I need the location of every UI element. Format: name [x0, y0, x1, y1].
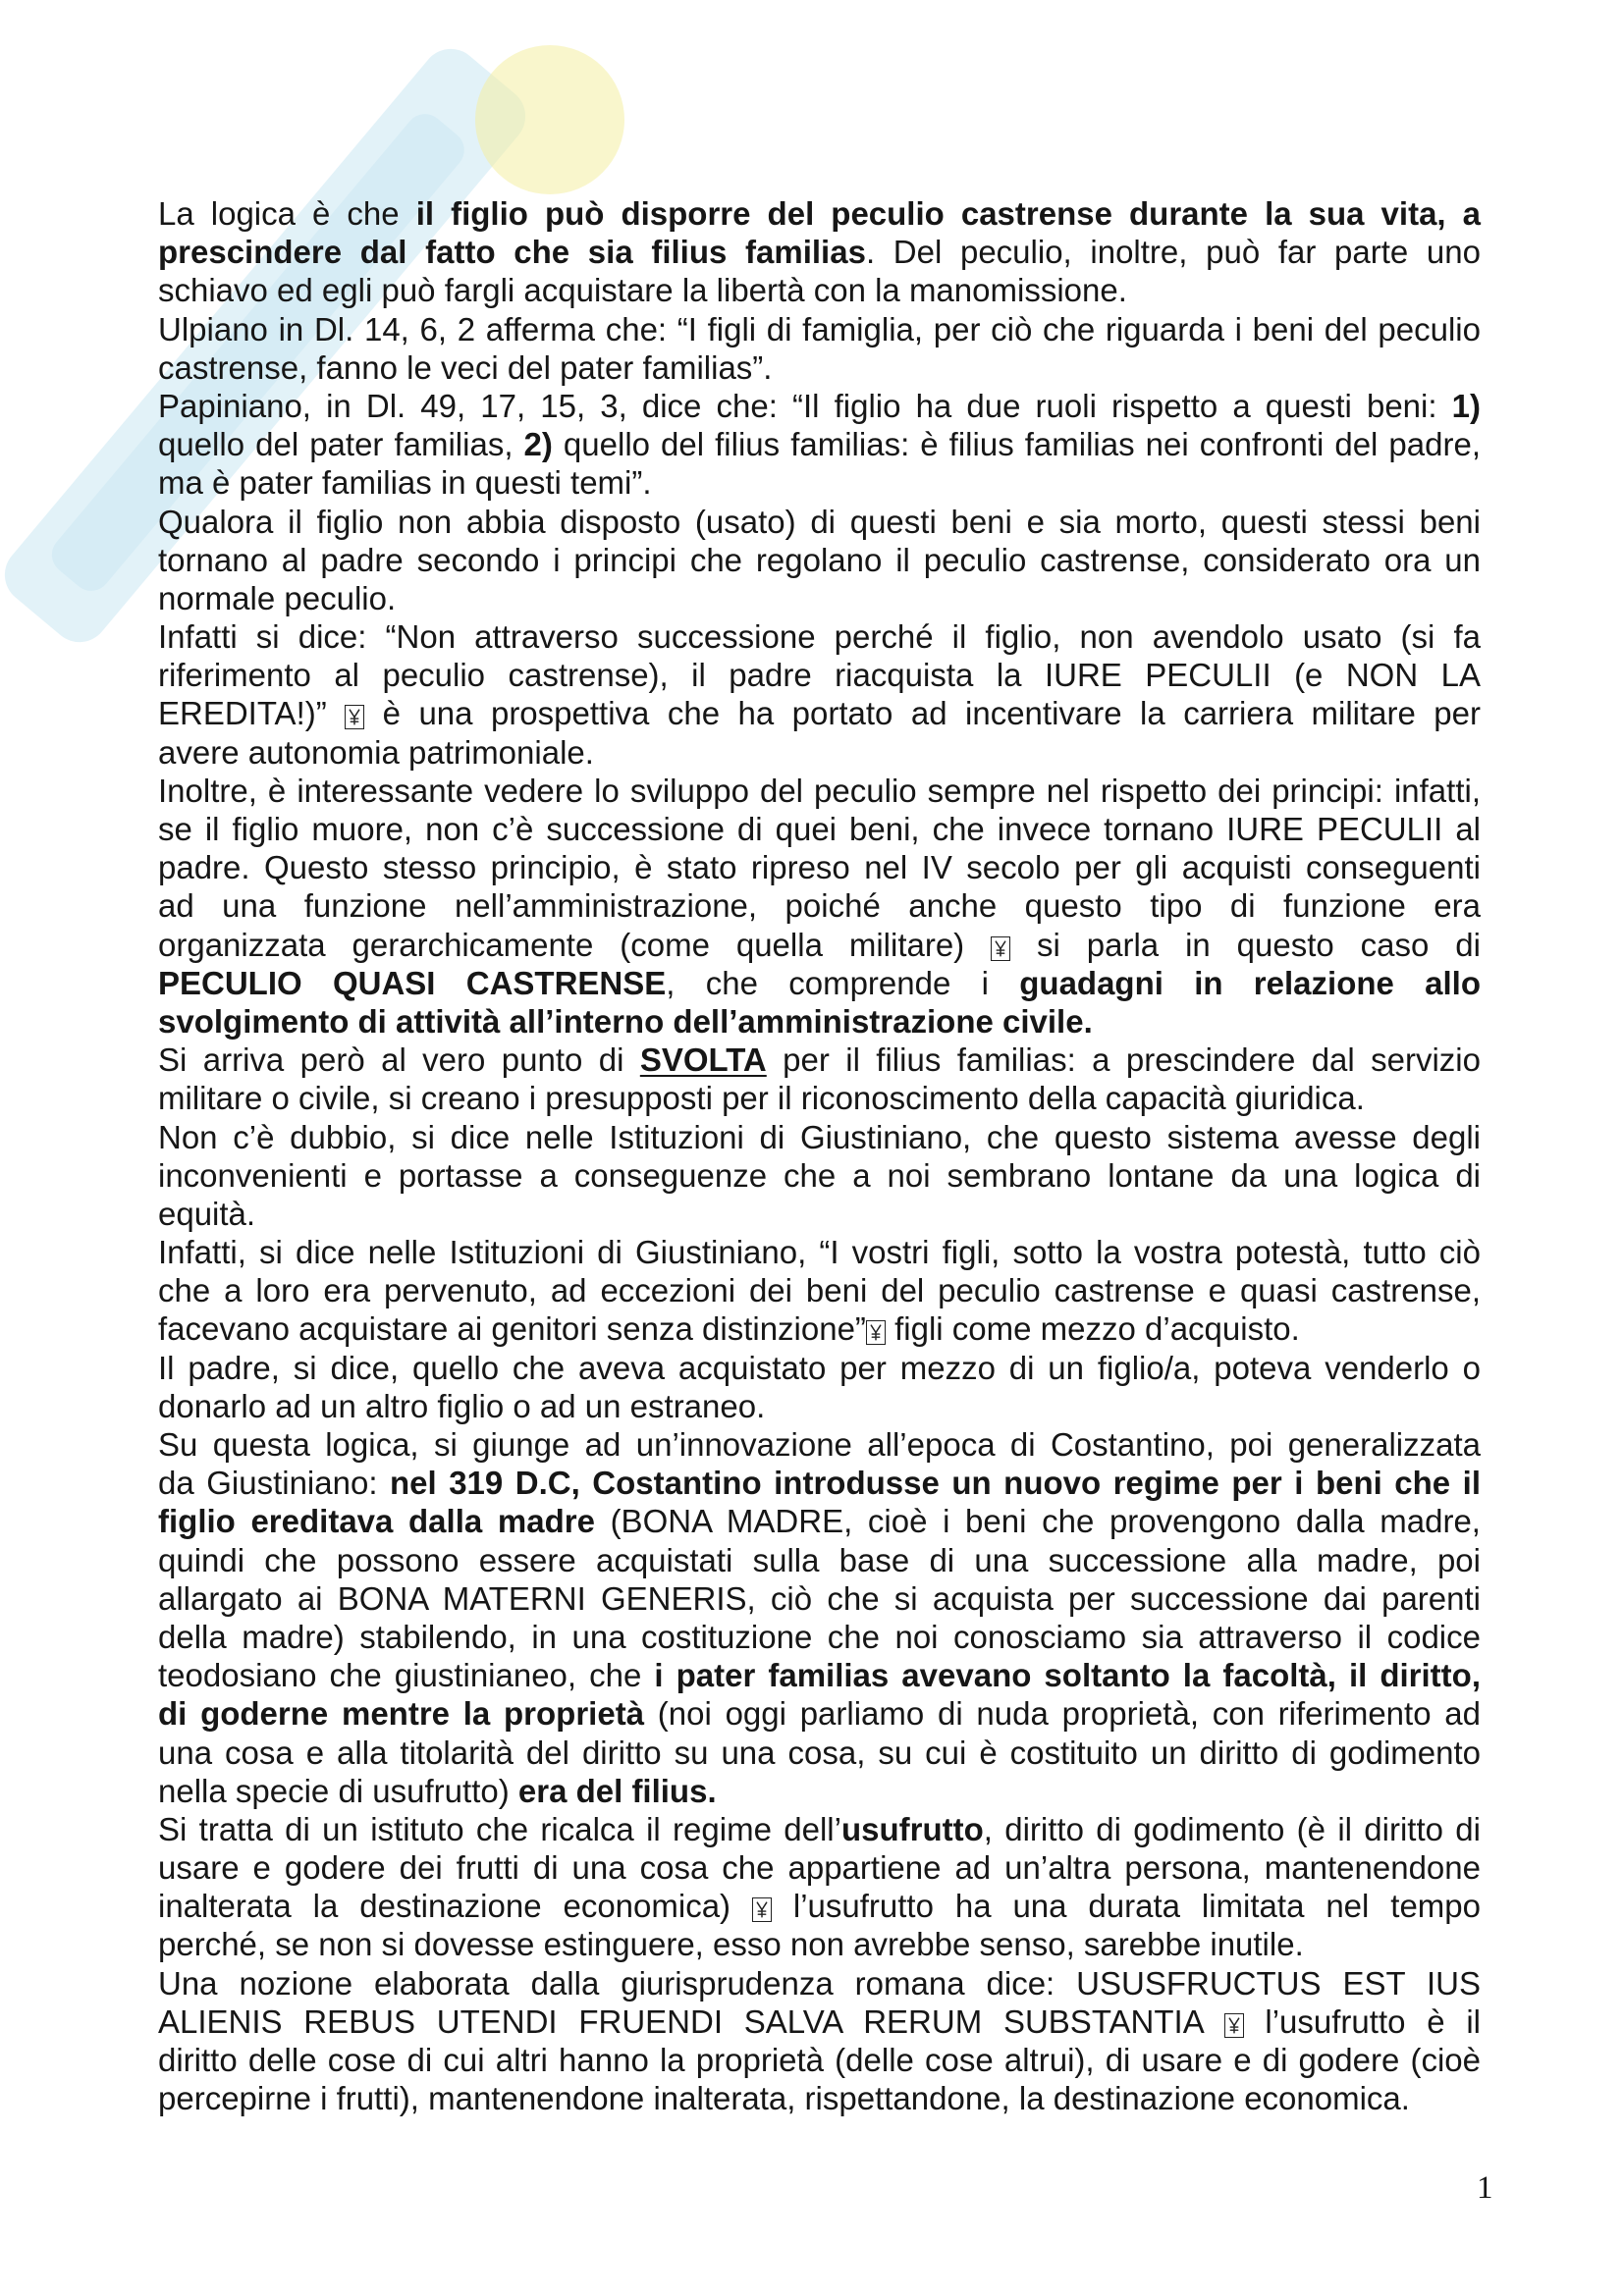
text-run: , che comprende i	[666, 964, 1020, 1001]
text-run: teodosiano che giustinianeo, che	[158, 1657, 655, 1694]
text-run: Si tratta di un istituto che ricalca il regime dell’	[158, 1810, 841, 1847]
text-run: nella specie di usufrutto)	[158, 1772, 518, 1809]
text-run: schiavo ed egli può fargli acquistare la libertà con la manomissione.	[158, 272, 1127, 309]
paragraph	[158, 1349, 1481, 1425]
bold-text: di goderne mentre la proprietà	[158, 1695, 645, 1733]
text-line	[158, 387, 1481, 425]
bold-text: svolgimento di attività all’interno dell’amministrazione civile.	[158, 1002, 1093, 1040]
text-line	[158, 1002, 1481, 1041]
text-run: EREDITA!)”	[158, 695, 346, 732]
text-run: si parla in questo caso di	[1010, 926, 1481, 963]
text-run: Ulpiano in Dl. 14, 6, 2 afferma che: “I figli di famiglia, per ciò che riguarda i beni del peculio	[158, 310, 1481, 347]
text-run: da Giustiniano:	[158, 1465, 391, 1502]
text-run: Inoltre, è interessante vedere lo sviluppo del peculio sempre nel rispetto dei principi: infatti,	[158, 772, 1481, 809]
watermark-circle	[475, 45, 624, 194]
bold-text: nel 319 D.C, Costantino introdusse un nuovo regime per i beni che il	[390, 1465, 1482, 1502]
text-run: riferimento al peculio castrense), il padre riacquista la IURE PECULII (e NON LA	[158, 657, 1481, 694]
text-run: ma è pater familias in questi temi”.	[158, 464, 652, 502]
text-line	[158, 503, 1481, 541]
text-run: castrense, fanno le veci del pater familias”.	[158, 348, 773, 386]
text-line	[158, 848, 1481, 886]
paragraph	[158, 1964, 1481, 2118]
bold-text: i pater familias avevano soltanto la facoltà, il diritto,	[654, 1657, 1481, 1694]
text-line	[158, 1309, 1481, 1348]
text-run: quello del pater familias,	[158, 426, 524, 463]
underlined-bold-text: SVOLTA	[639, 1041, 767, 1079]
text-run: è una prospettiva che ha portato ad incentivare la carriera militare per	[364, 695, 1482, 732]
text-run: perché, se non si dovesse estinguere, esso non avrebbe senso, sarebbe inutile.	[158, 1926, 1304, 1963]
text-line	[158, 1810, 1481, 1848]
text-run: (noi oggi parliamo di nuda proprietà, con riferimento ad	[644, 1695, 1481, 1733]
text-line	[158, 1464, 1481, 1502]
text-line	[158, 348, 1481, 387]
text-line	[158, 579, 1481, 617]
text-run: normale peculio.	[158, 579, 397, 616]
paragraph	[158, 1233, 1481, 1349]
text-line	[158, 1656, 1481, 1694]
text-run: Si arriva però al vero punto di	[158, 1041, 640, 1079]
text-run: Infatti, si dice nelle Istituzioni di Giustiniano, “I vostri figli, sotto la vostra potestà, tutto ciò	[158, 1234, 1481, 1271]
text-line	[158, 694, 1481, 732]
text-run: Infatti si dice: “Non attraverso successione perché il figlio, non avendolo usato (si fa	[158, 618, 1481, 656]
bold-text: era del filius.	[517, 1772, 717, 1809]
bold-text: 2)	[523, 426, 553, 463]
missing-glyph-icon	[345, 705, 364, 729]
text-run: (BONA MADRE, cioè i beni che provengono dalla madre,	[594, 1503, 1481, 1540]
paragraph	[158, 503, 1481, 618]
text-line	[158, 1425, 1481, 1464]
text-line	[158, 1694, 1481, 1733]
text-line	[158, 1079, 1481, 1117]
text-line	[158, 1734, 1481, 1772]
text-run: ad una funzione nell’amministrazione, poiché anche questo tipo di funzione era	[158, 887, 1481, 925]
text-line	[158, 1541, 1481, 1579]
text-line	[158, 810, 1481, 848]
text-line	[158, 1156, 1481, 1195]
text-line	[158, 1579, 1481, 1618]
text-run: che a loro era pervenuto, ad eccezioni dei beni del peculio castrense e quasi castrense,	[158, 1272, 1481, 1309]
text-run: equità.	[158, 1195, 256, 1232]
paragraph	[158, 310, 1481, 387]
text-run: quello del filius familias: è filius familias nei confronti del padre,	[552, 426, 1482, 463]
paragraph	[158, 1810, 1481, 1964]
text-line	[158, 233, 1481, 271]
text-run: organizzata gerarchicamente (come quella militare)	[158, 926, 992, 963]
text-line	[158, 1118, 1481, 1156]
text-line	[158, 1271, 1481, 1309]
text-line	[158, 1349, 1481, 1387]
missing-glyph-icon	[752, 1897, 772, 1922]
text-run: una cosa e alla titolarità del diritto su una cosa, su cui è costituito un diritto di godimento	[158, 1734, 1481, 1771]
paragraph	[158, 194, 1481, 310]
paragraph	[158, 772, 1481, 1041]
text-run: , diritto di godimento (è il diritto di	[983, 1810, 1481, 1847]
text-run: padre. Questo stesso principio, è stato ripreso nel IV secolo per gli acquisti conseguenti	[158, 849, 1481, 886]
bold-text: figlio ereditava dalla madre	[158, 1503, 595, 1540]
text-run: figli come mezzo d’acquisto.	[885, 1310, 1300, 1348]
text-line	[158, 772, 1481, 810]
text-line	[158, 733, 1481, 772]
text-line	[158, 2079, 1481, 2117]
text-line	[158, 2002, 1481, 2041]
text-line	[158, 1887, 1481, 1925]
text-line	[158, 1195, 1481, 1233]
text-run: tornano al padre secondo i principi che regolano il peculio castrense, considerato ora un	[158, 541, 1481, 578]
text-run: per il filius familias: a prescindere dal servizio	[766, 1041, 1481, 1079]
text-run: Papiniano, in Dl. 49, 17, 15, 3, dice che: “Il figlio ha due ruoli rispetto a questi beni:	[158, 387, 1452, 424]
text-run: l’usufrutto ha una durata limitata nel tempo	[771, 1888, 1481, 1925]
text-line	[158, 1618, 1481, 1656]
missing-glyph-icon	[991, 936, 1010, 961]
text-line	[158, 541, 1481, 579]
paragraph	[158, 1041, 1481, 1117]
document-body	[158, 194, 1481, 2117]
text-line	[158, 1925, 1481, 1963]
paragraph	[158, 1118, 1481, 1234]
text-run: quindi che possono essere acquistati sulla base di una successione alla madre, poi	[158, 1541, 1481, 1578]
text-run: militare o civile, si creano i presupposti per il riconoscimento della capacità giuridica.	[158, 1080, 1365, 1117]
text-line	[158, 1387, 1481, 1425]
bold-text: il figlio può disporre del peculio castrense durante la sua vita, a	[415, 195, 1481, 232]
text-line	[158, 964, 1481, 1002]
text-run: Non c’è dubbio, si dice nelle Istituzioni di Giustiniano, che questo sistema avesse degli	[158, 1118, 1481, 1155]
text-line	[158, 656, 1481, 694]
text-run: diritto delle cose di cui altri hanno la proprietà (delle cose altrui), di usare e di godere (cioè	[158, 2042, 1481, 2078]
bold-text: PECULIO QUASI CASTRENSE	[158, 964, 667, 1001]
text-run: Qualora il figlio non abbia disposto (usato) di questi beni e sia morto, questi stessi beni	[158, 503, 1481, 540]
text-line	[158, 1233, 1481, 1271]
text-line	[158, 926, 1481, 964]
text-run: . Del peculio, inoltre, può far parte uno	[865, 234, 1481, 271]
missing-glyph-icon	[866, 1320, 886, 1345]
text-run: Una nozione elaborata dalla giurisprudenza romana dice: USUSFRUCTUS EST IUS	[158, 1964, 1481, 2002]
text-line	[158, 194, 1481, 233]
text-run: percepirne i frutti), mantenendone inalterata, rispettandone, la destinazione economica.	[158, 2080, 1410, 2117]
missing-glyph-icon	[1224, 2013, 1244, 2038]
text-run: donarlo ad un altro figlio o ad un estraneo.	[158, 1387, 766, 1424]
text-line	[158, 886, 1481, 925]
bold-text: guadagni in relazione allo	[1019, 964, 1481, 1001]
page-number: 1	[1477, 2170, 1493, 2206]
text-run: usare e godere dei frutti di una cosa che appartiene ad un’altra persona, mantenendone	[158, 1849, 1481, 1887]
text-run: facevano acquistare ai genitori senza distinzione”	[158, 1310, 866, 1348]
paragraph	[158, 387, 1481, 503]
text-run: La logica è che	[158, 195, 416, 232]
text-line	[158, 617, 1481, 656]
text-line	[158, 310, 1481, 348]
text-line	[158, 1502, 1481, 1540]
text-line	[158, 271, 1481, 309]
text-run: l’usufrutto è il	[1243, 2002, 1481, 2040]
text-run: Il padre, si dice, quello che aveva acquistato per mezzo di un figlio/a, poteva venderlo o	[158, 1349, 1481, 1386]
text-run: ALIENIS REBUS UTENDI FRUENDI SALVA RERUM SUBSTANTIA	[158, 2002, 1224, 2040]
text-run: della madre) stabilendo, in una costituzione che noi conosciamo sia attraverso il codice	[158, 1618, 1481, 1655]
text-line	[158, 463, 1481, 502]
bold-text: prescindere dal fatto che sia filius familias	[158, 234, 866, 271]
text-run: inconvenienti e portasse a conseguenze che a noi sembrano lontane da una logica di	[158, 1156, 1481, 1194]
text-line	[158, 1964, 1481, 2002]
text-run: se il figlio muore, non c’è successione di quei beni, che invece tornano IURE PECULII al	[158, 811, 1481, 847]
text-run: allargato ai BONA MATERNI GENERIS, ciò che si acquista per successione dai parenti	[158, 1579, 1481, 1617]
text-line	[158, 2041, 1481, 2079]
text-run: Su questa logica, si giunge ad un’innovazione all’epoca di Costantino, poi generalizzata	[158, 1426, 1481, 1463]
paragraph	[158, 617, 1481, 772]
text-line	[158, 1772, 1481, 1810]
text-line	[158, 1041, 1481, 1079]
paragraph	[158, 1425, 1481, 1810]
text-line	[158, 1848, 1481, 1887]
text-run: inalterata la destinazione economica)	[158, 1888, 752, 1925]
bold-text: usufrutto	[840, 1810, 984, 1847]
bold-text: 1)	[1451, 387, 1481, 424]
text-line	[158, 425, 1481, 463]
text-run: avere autonomia patrimoniale.	[158, 733, 594, 771]
